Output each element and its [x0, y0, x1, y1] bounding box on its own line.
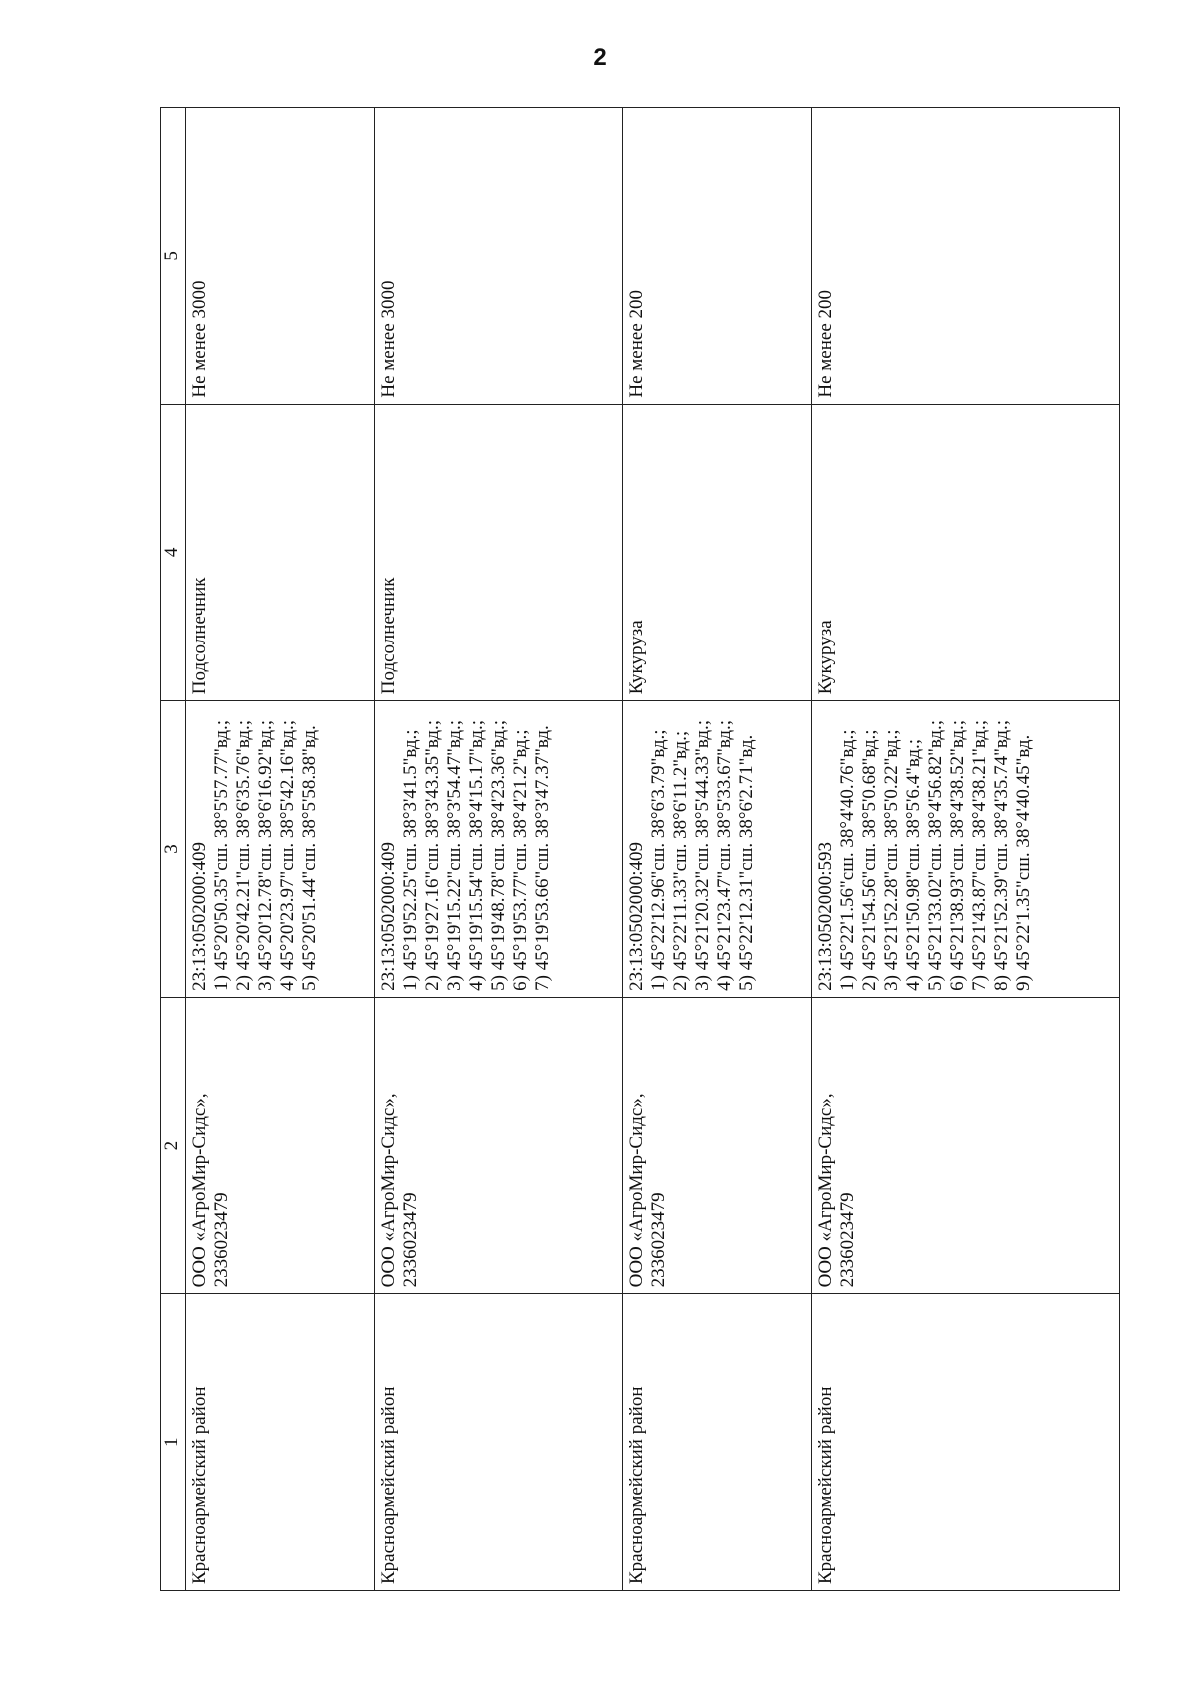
- company-cell: ООО «АгроМир-Сидс», 2336023479: [374, 997, 622, 1294]
- crop-cell: Подсолнечник: [374, 404, 622, 701]
- coordinate-item: 2) 45°20'42.21"сш. 38°6'35.76"вд.;: [233, 719, 254, 991]
- coordinate-item: 1) 45°20'50.35"сш. 38°5'57.77"вд.;: [211, 719, 232, 991]
- coordinate-list: [400, 707, 554, 991]
- coordinate-item: 9) 45°22'1.35"сш. 38°4'40.45"вд.: [1012, 734, 1034, 991]
- coordinates-cell: [811, 701, 1119, 998]
- column-header-5: 5: [161, 108, 186, 405]
- district-cell: Красноармейский район: [186, 1294, 375, 1591]
- district-cell: Красноармейский район: [811, 1294, 1119, 1591]
- table-row: [186, 108, 375, 1591]
- column-header-3: 3: [161, 701, 186, 998]
- crop-cell: Кукуруза: [623, 404, 812, 701]
- coordinate-item: 5) 45°21'33.02"сш. 38°4'56.82"вд.;: [924, 719, 946, 991]
- coordinate-item: 2) 45°19'27.16"сш. 38°3'43.35"вд.;: [421, 719, 443, 991]
- coordinates-cell: [186, 701, 375, 998]
- coordinate-item: 3) 45°19'15.22"сш. 38°3'54.47"вд.;: [443, 719, 465, 991]
- amount-cell: Не менее 3000: [186, 108, 375, 405]
- district-cell: Красноармейский район: [623, 1294, 812, 1591]
- crop-cell: Подсолнечник: [186, 404, 375, 701]
- column-header-1: 1: [161, 1294, 186, 1591]
- coordinate-list: [211, 707, 321, 991]
- amount-cell: Не менее 200: [623, 108, 812, 405]
- column-header-4: 4: [161, 404, 186, 701]
- coordinate-item: 6) 45°21'38.93"сш. 38°4'38.52"вд.;: [946, 719, 968, 991]
- coordinate-item: 4) 45°21'23.47"сш. 38°5'33.67"вд.;: [714, 719, 736, 991]
- amount-cell: Не менее 3000: [374, 108, 622, 405]
- coordinate-item: 1) 45°22'12.96"сш. 38°6'3.79"вд.;: [648, 729, 670, 991]
- coordinate-item: 5) 45°22'12.31"сш. 38°6'2.71"вд.: [736, 734, 758, 991]
- coordinate-item: 3) 45°21'52.28"сш. 38°5'0.22"вд.;: [880, 729, 902, 991]
- coordinate-item: 3) 45°21'20.32"сш. 38°5'44.33"вд.;: [692, 719, 714, 991]
- coordinate-item: 5) 45°19'48.78"сш. 38°4'23.36"вд.;: [487, 719, 509, 991]
- coordinate-item: 4) 45°19'15.54"сш. 38°4'15.17"вд.;: [465, 719, 487, 991]
- coordinate-list: [648, 707, 758, 991]
- coordinate-item: 6) 45°19'53.77"сш. 38°4'21.2"вд.;: [509, 729, 531, 991]
- table-row: [623, 108, 812, 1591]
- coordinate-item: 3) 45°20'12.78"сш. 38°6'16.92"вд.;: [255, 719, 276, 991]
- coordinate-item: 7) 45°21'43.87"сш. 38°4'38.21"вд.;: [968, 719, 990, 991]
- cadastral-number: 23:13:0502000:409: [626, 841, 648, 991]
- table-row: [374, 108, 622, 1591]
- coordinate-item: 2) 45°22'11.33"сш. 38°6'11.2"вд.;: [670, 730, 692, 991]
- coordinates-cell: [623, 701, 812, 998]
- company-cell: ООО «АгроМир-Сидс», 2336023479: [623, 997, 812, 1294]
- company-cell: ООО «АгроМир-Сидс», 2336023479: [186, 997, 375, 1294]
- crop-cell: Кукуруза: [811, 404, 1119, 701]
- page-number: 2: [593, 44, 607, 71]
- fields-table: [160, 107, 1120, 1591]
- column-header-2: 2: [161, 997, 186, 1294]
- cadastral-number: 23:13:0502000:593: [814, 841, 836, 991]
- coordinate-item: 4) 45°21'50.98"сш. 38°5'6.4"вд.;: [902, 738, 924, 991]
- amount-cell: Не менее 200: [811, 108, 1119, 405]
- district-cell: Красноармейский район: [374, 1294, 622, 1591]
- coordinate-item: 1) 45°22'1.56"сш. 38°4'40.76"вд.;: [836, 729, 858, 991]
- table-row: [811, 108, 1119, 1591]
- company-cell: ООО «АгроМир-Сидс», 2336023479: [811, 997, 1119, 1294]
- header-row: [161, 108, 186, 1591]
- coordinate-item: 5) 45°20'51.44"сш. 38°5'58.38"вд.: [299, 725, 320, 991]
- cadastral-number: 23:13:0502000:409: [377, 841, 399, 991]
- coordinate-item: 2) 45°21'54.56"сш. 38°5'0.68"вд.;: [858, 729, 880, 991]
- coordinate-item: 4) 45°20'23.97"сш. 38°5'42.16"вд.;: [277, 719, 298, 991]
- rotated-table-container: [160, 107, 1120, 1591]
- coordinate-item: 1) 45°19'52.25"сш. 38°3'41.5"вд.;: [399, 729, 421, 991]
- coordinate-item: 8) 45°21'52.39"сш. 38°4'35.74"вд.;: [990, 719, 1012, 991]
- cadastral-number: 23:13:0502000:409: [189, 841, 210, 991]
- coordinates-cell: [374, 701, 622, 998]
- coordinate-list: [837, 707, 1035, 991]
- coordinate-item: 7) 45°19'53.66"сш. 38°3'47.37"вд.: [531, 725, 553, 991]
